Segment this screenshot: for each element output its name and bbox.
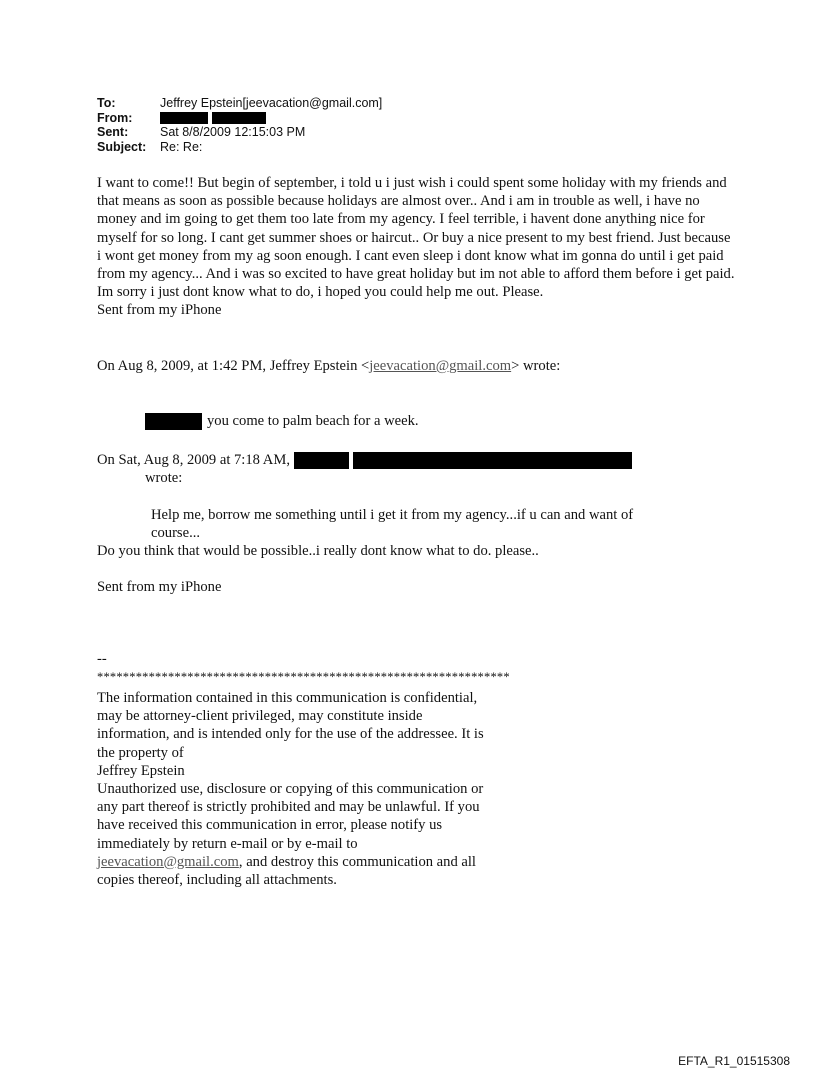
email-link[interactable]: jeevacation@gmail.com — [369, 358, 512, 374]
redaction-box — [294, 452, 349, 469]
subject-row — [97, 140, 382, 155]
question-line: Do you think that would be possible..i really dont know what to do. please.. — [97, 543, 539, 559]
from-label: From: — [97, 110, 133, 125]
disclaimer-part-2: Unauthorized use, disclosure or copying of this communication or any part thereof is strictly prohibited and may be unlawful. If you have received this communication in error, please notify us immediately by return e-mail or by e-mail to — [97, 781, 484, 852]
sent-label: Sent: — [97, 125, 129, 139]
disclaimer-part-3: , and destroy this communication and all copies thereof, including all attachments. — [97, 853, 476, 889]
signature: Sent from my iPhone — [97, 579, 222, 595]
quote-header-1 — [97, 357, 737, 375]
to-value: Jeffrey Epstein[jeevacation@gmail.com] — [160, 96, 383, 110]
reply-text: you come to palm beach for a week. — [207, 413, 419, 429]
sent-row — [97, 125, 382, 140]
redaction-box — [160, 112, 208, 124]
quote-wrote: wrote: — [145, 470, 183, 486]
quote-prefix: On Sat, Aug 8, 2009 at 7:18 AM, — [97, 452, 290, 468]
message-body — [97, 174, 737, 320]
email-header — [97, 96, 382, 154]
quoted-message: Help me, borrow me something until i get it from my agency...if u can and want of course... — [151, 507, 634, 542]
quote-header-2 — [97, 451, 632, 469]
to-label: To: — [97, 96, 116, 110]
to-row — [97, 96, 382, 111]
subject-label: Subject: — [97, 139, 147, 154]
redaction-box — [212, 112, 266, 124]
disclaimer-text — [97, 689, 487, 889]
email-link[interactable]: jeevacation@gmail.com — [97, 853, 239, 870]
disclaimer-dashes: -- — [97, 651, 107, 667]
reply-line — [145, 412, 419, 430]
message-text: I want to come!! But begin of september, i told u i just wish i could spent some holiday with my friends and that means as soon as possible because holidays are almost over.. And i am in trouble as well, i have no money and im going to get them too late from my agency. I feel terrible, i havent done anything nice for myself for so long. I cant get summer shoes or haircut.. Or buy a nice present to my best friend. Just because i wont get money from my ag soon enough. I cant even sleep i dont know what im gonna do until i get paid from my agency... And i was so excited to have great holiday but im not able to afford them before i get paid. Im sorry i just dont know what to do, i hoped you could help me out. Please. — [97, 175, 735, 301]
disclaimer-part-1: The information contained in this communication is confidential, may be attorney-client privileged, may constitute inside information, and is intended only for the use of the addressee. It is the property of — [97, 690, 484, 761]
document-id: EFTA_R1_01515308 — [678, 1054, 790, 1068]
redaction-box — [353, 452, 632, 469]
quote-prefix: On Aug 8, 2009, at 1:42 PM, Jeffrey Epstein < — [97, 358, 370, 374]
disclaimer-stars: **************************************************************** — [97, 670, 510, 684]
sent-value: Sat 8/8/2009 12:15:03 PM — [160, 125, 306, 139]
subject-value: Re: Re: — [160, 139, 203, 154]
quote-suffix: > wrote: — [511, 358, 561, 374]
signature: Sent from my iPhone — [97, 302, 222, 319]
from-row — [97, 111, 382, 126]
redaction-box — [145, 413, 202, 430]
disclaimer-owner: Jeffrey Epstein — [97, 762, 185, 779]
